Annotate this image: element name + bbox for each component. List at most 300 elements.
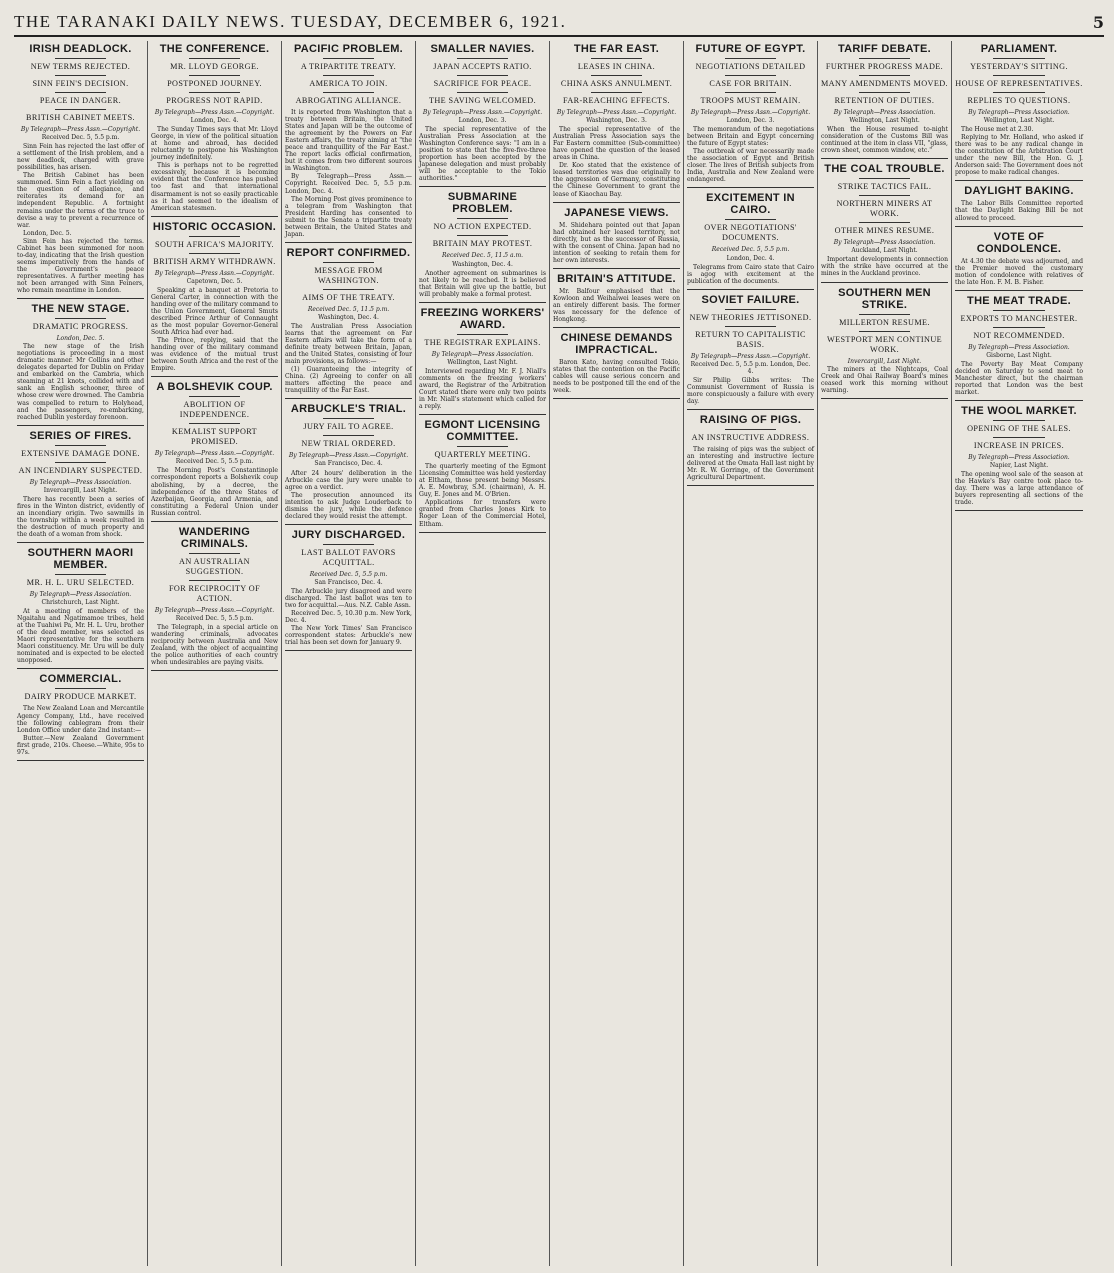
- article-paragraph: The raising of pigs was the subject of an interesting and instructive lecture delivered at the Omata Hall last night by Mr. R. W. Gorringe, of the Government Agricultural Department.: [687, 446, 814, 482]
- article-separator: [553, 398, 680, 399]
- article: [151, 43, 278, 217]
- article-paragraph: Telegrams from Cairo state that Cairo is agog with excitement at the publication of the documents.: [687, 263, 814, 285]
- divider: [859, 314, 910, 315]
- divider: [189, 580, 240, 581]
- article-headline: DAYLIGHT BAKING.: [964, 185, 1074, 198]
- received-line: Wellington, Last Night.: [447, 358, 518, 366]
- article-subheading: FOR RECIPROCITY OF ACTION.: [168, 583, 261, 603]
- article-separator: [151, 216, 278, 217]
- article-paragraph: At 4.30 the debate was adjourned, and the Premier moved the customary motion of condolence with relatives of the late Hon. F. M. B. Fisher.: [955, 257, 1083, 286]
- article-subheading: LAST BALLOT FAVORS ACQUITTAL.: [301, 547, 396, 567]
- article-subheading: HOUSE OF REPRESENTATIVES.: [955, 79, 1083, 88]
- article-separator: [553, 327, 680, 328]
- divider: [859, 222, 910, 223]
- dateline: By Telegraph—Press Assn.—Copyright.: [556, 109, 677, 116]
- article: [553, 332, 680, 399]
- article-separator: [821, 282, 948, 283]
- received-line: Gisborne, Last Night.: [986, 351, 1052, 359]
- article-subheading: NEW THEORIES JETTISONED.: [689, 312, 812, 322]
- article-headline: SMALLER NAVIES.: [430, 43, 535, 55]
- newspaper-column: [684, 41, 818, 1266]
- divider: [189, 553, 240, 554]
- article: [17, 673, 144, 760]
- divider: [457, 235, 508, 236]
- article-subheading: SINN FEIN'S DECISION.: [32, 79, 129, 88]
- article-paragraph: This is perhaps not to be regretted excessively, because it is becoming evident that the Conference has pushed too fast and that international disarmament is not so easily practicable as it had seemed to the idealism of American statesmen.: [151, 162, 278, 212]
- article-headline: PARLIAMENT.: [980, 43, 1058, 55]
- article-subheading: FAR-REACHING EFFECTS.: [563, 96, 670, 105]
- dateline: By Telegraph—Press Association.: [833, 239, 936, 247]
- article-paragraph: Butter.—New Zealand Government first grade, 210s. Cheese.—White, 95s to 97s.: [17, 734, 144, 756]
- divider: [457, 218, 508, 219]
- article-separator: [17, 298, 144, 299]
- divider: [457, 92, 508, 93]
- dateline: By Telegraph—Press Assn.—Copyright.: [690, 352, 811, 360]
- divider: [725, 92, 776, 93]
- article-paragraph: The Morning Post's Constantinople correspondent reports a Bolshevik coup abolishing, by a decree, the independence of the three States of Azerbaijan, Georgia, and Armenia, and constituting a Federal Union under Russian control.: [151, 467, 278, 517]
- divider: [323, 289, 374, 290]
- article-separator: [687, 187, 814, 188]
- divider: [189, 423, 240, 424]
- divider: [323, 262, 374, 263]
- divider: [457, 58, 508, 59]
- article-subheading: NOT RECOMMENDED.: [973, 330, 1065, 340]
- article-separator: [687, 289, 814, 290]
- article-subheading: TROOPS MUST REMAIN.: [700, 96, 801, 105]
- article-headline: JAPANESE VIEWS.: [564, 206, 669, 219]
- article: [151, 526, 278, 671]
- article-separator: [285, 242, 412, 243]
- divider: [591, 58, 642, 59]
- article-separator: [285, 398, 412, 399]
- article-subheading: JURY FAIL TO AGREE.: [303, 422, 394, 432]
- article-subheading: ABOLITION OF INDEPENDENCE.: [179, 400, 250, 420]
- article-headline: WANDERING CRIMINALS.: [178, 525, 251, 550]
- article-subheading: AN INCENDIARY SUSPECTED.: [18, 465, 143, 475]
- article-separator: [285, 650, 412, 651]
- divider: [725, 429, 776, 430]
- page-number: 5: [1092, 13, 1104, 32]
- divider: [859, 75, 910, 76]
- article-paragraph: The Sunday Times says that Mr. Lloyd George, in view of the political situation at home and abroad, has decided reluctantly to postpone his Washington journey indefinitely.: [151, 126, 278, 162]
- column-container: [14, 41, 1104, 1266]
- article-subheading: BRITISH CABINET MEETS.: [26, 113, 135, 122]
- article-separator: [553, 268, 680, 269]
- dateline: Invercargill, Last Night.: [847, 357, 922, 365]
- article-subheading: EXPORTS TO MANCHESTER.: [960, 313, 1078, 323]
- article-paragraph: Baron Kato, having consulted Tokio, states that the contention on the Pacific cables will cause serious concern and needs to be postponed till the end of the week.: [553, 359, 680, 395]
- article-separator: [955, 290, 1083, 291]
- article-paragraph: The Telegraph, in a special article on wandering criminals, advocates reciprocity between Australia and New Zealand, with the object of acquainting the police authorities of each country when undesirables are paying visits.: [151, 623, 278, 667]
- article-subheading: KEMALIST SUPPORT PROMISED.: [171, 427, 258, 447]
- article-headline: BRITAIN'S ATTITUDE.: [557, 272, 676, 285]
- masthead-title: THE TARANAKI DAILY NEWS. TUESDAY, DECEMBER 6, 1921.: [14, 12, 567, 31]
- article-headline: CHINESE DEMANDS IMPRACTICAL.: [560, 332, 673, 357]
- article-headline: JURY DISCHARGED.: [291, 528, 406, 541]
- article-subheading: MR. LLOYD GEORGE.: [170, 62, 259, 71]
- dateline: Received Dec. 5, 11.5 a.m.: [441, 252, 524, 260]
- article-subheading: ABROGATING ALLIANCE.: [295, 96, 402, 105]
- dateline: London, Dec. 5.: [56, 335, 105, 343]
- article-headline: HISTORIC OCCASION.: [152, 220, 277, 233]
- dateline: By Telegraph—Press Association.: [29, 591, 132, 599]
- article-subheading: AN AUSTRALIAN SUGGESTION.: [179, 556, 250, 576]
- received-line: Washington, Dec. 3.: [586, 117, 647, 125]
- article-separator: [17, 542, 144, 543]
- article-headline: A BOLSHEVIK COUP.: [156, 381, 273, 394]
- divider: [55, 688, 106, 689]
- article-separator: [955, 180, 1083, 181]
- divider: [55, 58, 106, 59]
- article-subheading: OPENING OF THE SALES.: [967, 424, 1071, 434]
- article: [687, 192, 814, 289]
- article: [821, 163, 948, 282]
- divider: [55, 75, 106, 76]
- article-subheading: THE SAVING WELCOMED.: [428, 96, 537, 105]
- dateline: By Telegraph—Press Association.: [968, 454, 1070, 462]
- article-paragraph: M. Shidehara pointed out that Japan had obtained her leased territory, not directly, but as the successor of Russia, with the consent of China. Japan had no intention of seeking to retain them for her own interests.: [553, 221, 680, 264]
- article: [553, 273, 680, 328]
- article-separator: [687, 485, 814, 486]
- dateline: By Telegraph—Press Assn.—Copyright.: [154, 269, 275, 277]
- dateline: By Telegraph—Press Association.: [29, 478, 132, 486]
- article-paragraph: Important developments in connection with the strike have occurred at the mines in the Auckland province.: [821, 256, 948, 278]
- article-paragraph: The Prince, replying, said that the handing over of the military command was evidence of the mutual trust between South Africa and the rest of the Empire.: [151, 337, 278, 373]
- article-paragraph: The memorandum of the negotiations between Britain and Egypt concerning the future of Egypt states:: [687, 126, 814, 148]
- divider: [457, 75, 508, 76]
- dateline: By Telegraph—Press Assn.—Copyright.: [288, 452, 409, 460]
- article: [687, 294, 814, 410]
- article-paragraph: The prosecution announced its intention to ask Judge Louderback to dismiss the jury, while the defence declared they would resist the attempt.: [285, 491, 412, 520]
- article: [821, 43, 948, 159]
- article-paragraph: Sinn Fein has rejected the terms. Cabinet has been summoned for noon to-day, indicating that the Irish question seems imperatively from the hands of the Government's peace representatives. A further meeting has not been arranged with Sinn Feiners, who remain meantime in London.: [17, 237, 144, 295]
- article-headline: ARBUCKLE'S TRIAL.: [290, 403, 407, 416]
- article: [955, 405, 1083, 511]
- newspaper-column: [550, 41, 684, 1266]
- received-line: London, Dec. 4.: [726, 254, 775, 262]
- received-line: Auckland, Last Night.: [851, 247, 918, 255]
- received-line: Received Dec. 5, 5.5 p.m.: [175, 614, 254, 622]
- divider: [189, 236, 240, 237]
- article-headline: SUBMARINE PROBLEM.: [447, 191, 518, 216]
- received-line: Capetown, Dec. 5.: [186, 277, 243, 285]
- article-paragraph: Received Dec. 5, 10.30 p.m. New York, Dec. 4.: [285, 610, 412, 625]
- article-subheading: LEASES IN CHINA.: [577, 62, 656, 71]
- article-separator: [17, 760, 144, 761]
- masthead: [14, 6, 1104, 37]
- article-headline: THE COAL TROUBLE.: [824, 163, 945, 176]
- newspaper-column: [148, 41, 282, 1266]
- article-paragraph: Sir Philip Gibbs writes: The Communist Government of Russia is more conspicuously a failure with every day.: [687, 376, 814, 405]
- article-headline: THE NEW STAGE.: [31, 303, 130, 316]
- divider: [55, 462, 106, 463]
- article-subheading: STRIKE TACTICS FAIL.: [837, 182, 932, 192]
- article-subheading: SACRIFICE FOR PEACE.: [433, 79, 532, 88]
- dateline: By Telegraph—Press Association.: [431, 350, 534, 358]
- article-subheading: SOUTH AFRICA'S MAJORITY.: [155, 239, 274, 249]
- divider: [859, 92, 910, 93]
- article-headline: SOUTHERN MEN STRIKE.: [838, 286, 931, 311]
- article-separator: [419, 532, 546, 533]
- article-headline: SOVIET FAILURE.: [701, 293, 800, 306]
- article-separator: [151, 521, 278, 522]
- divider: [591, 92, 642, 93]
- divider: [323, 418, 374, 419]
- received-line: Received Dec. 5, 5.5 p.m.: [175, 458, 254, 466]
- divider: [725, 219, 776, 220]
- article-paragraph: Replying to Mr. Holland, who asked if there was to be any radical change in the constitution of the Arbitration Court under the new Bill, the Hon. G. J. Anderson said: The Government does not propose to make radical changes.: [955, 134, 1083, 177]
- article-subheading: OVER NEGOTIATIONS' DOCUMENTS.: [704, 223, 797, 243]
- article-headline: COMMERCIAL.: [39, 673, 122, 686]
- article-headline: REPORT CONFIRMED.: [286, 246, 411, 259]
- article-subheading: EXTENSIVE DAMAGE DONE.: [21, 448, 140, 458]
- article-subheading: FURTHER PROGRESS MADE.: [825, 62, 944, 71]
- article: [955, 43, 1083, 181]
- article-separator: [955, 400, 1083, 401]
- received-line: Christchurch, Last Night.: [41, 599, 120, 607]
- article: [553, 207, 680, 269]
- article: [955, 185, 1083, 226]
- article-paragraph: After 24 hours' deliberation in the Arbuckle case the jury were unable to agree on a verdict.: [285, 469, 412, 491]
- article-headline: THE CONFERENCE.: [159, 43, 270, 55]
- divider: [457, 334, 508, 335]
- article-paragraph: At a meeting of members of the Ngaitahu and Ngatimamoe tribes, held at the Tuahiwi Pa, Mr. H. L. Uru, brother of the dead member, was selected as Maori representative for the southern Maori constituency. Mr. Uru will be duly nominated and is expected to be elected unopposed.: [17, 608, 144, 665]
- article-subheading: NORTHERN MINERS AT WORK.: [836, 199, 933, 219]
- divider: [55, 109, 106, 110]
- article-paragraph: The Labor Bills Committee reported that the Daylight Baking Bill be not allowed to proceed.: [955, 200, 1083, 222]
- divider: [993, 58, 1044, 59]
- article-headline: TARIFF DEBATE.: [837, 43, 931, 55]
- article-separator: [419, 414, 546, 415]
- newspaper-column: [952, 41, 1086, 1266]
- article-paragraph: It is reported from Washington that a treaty between Britain, the United States and Japan will be the outcome of the agreement by the Powers on Far Eastern affairs, the treaty aiming at "the peace and tranquillity of the Far East." The report lacks official confirmation, but it comes from two different sources in Washington.: [285, 109, 412, 173]
- divider: [591, 75, 642, 76]
- article: [285, 43, 412, 243]
- dateline: By Telegraph—Press Assn.—Copyright.: [154, 450, 275, 458]
- article: [553, 43, 680, 203]
- article-subheading: MR. H. L. URU SELECTED.: [26, 578, 135, 588]
- article: [687, 414, 814, 486]
- dateline: By Telegraph—Press Assn.—Copyright.: [154, 606, 275, 614]
- article-paragraph: The New Zealand Loan and Mercantile Agency Company, Ltd., have received the following cablegram from their London Office under date 2nd instant:—: [17, 705, 144, 734]
- divider: [993, 327, 1044, 328]
- article-subheading: AMERICA TO JOIN.: [309, 79, 388, 88]
- article-headline: THE FAR EAST.: [573, 43, 660, 55]
- article-subheading: POSTPONED JOURNEY.: [167, 79, 262, 88]
- article-headline: THE MEAT TRADE.: [967, 294, 1071, 307]
- article-paragraph: By Telegraph—Press Assn.—Copyright. Received Dec. 5, 5.5 p.m. London, Dec. 4.: [285, 173, 412, 195]
- article-subheading: A TRIPARTITE TREATY.: [300, 62, 397, 71]
- article-paragraph: When the House resumed to-night consideration of the Customs Bill was continued at the item in class VII, "glass, crown sheet, common window, etc.": [821, 126, 948, 155]
- article-subheading: YESTERDAY'S SITTING.: [970, 62, 1068, 71]
- dateline: By Telegraph—Press Association.: [968, 343, 1070, 351]
- article-separator: [955, 510, 1083, 511]
- dateline: By Telegraph—Press Assn.—Copyright.: [422, 109, 543, 116]
- article-separator: [419, 302, 546, 303]
- article: [17, 303, 144, 426]
- divider: [993, 75, 1044, 76]
- article-subheading: RETENTION OF DUTIES.: [834, 96, 935, 105]
- article-paragraph: Applications for transfers were granted from Charles Jones Kirk to Roger Lean of the Commercial Hotel, Eltham.: [419, 499, 546, 528]
- divider: [189, 396, 240, 397]
- dateline: By Telegraph—Press Assn.—Copyright.: [154, 109, 275, 116]
- divider: [323, 435, 374, 436]
- article-subheading: REPLIES TO QUESTIONS.: [967, 96, 1071, 105]
- article-separator: [821, 158, 948, 159]
- article-paragraph: The Australian Press Association learns that the agreement on Far Eastern affairs will take the form of a definite treaty between Britain, Japan, and the United States, consisting of four main provisions, as follows:—: [285, 322, 412, 366]
- divider: [725, 309, 776, 310]
- received-line: London, Dec. 3.: [458, 117, 507, 125]
- article-paragraph: Mr. Balfour emphasised that the Kowloon and Weihaiwei leases were on an entirely different basis. The former was necessary for the defence of Hongkong.: [553, 287, 680, 324]
- dateline: Received Dec. 5, 5.5 p.m.: [309, 570, 388, 578]
- article-separator: [553, 202, 680, 203]
- article-headline: PACIFIC PROBLEM.: [293, 43, 404, 55]
- article-subheading: BRITAIN MAY PROTEST.: [432, 239, 533, 249]
- divider: [55, 574, 106, 575]
- article-separator: [151, 670, 278, 671]
- article-subheading: MILLERTON RESUME.: [839, 317, 930, 327]
- received-line: London, Dec. 3.: [726, 117, 775, 125]
- article-paragraph: The outbreak of war necessarily made the association of Egypt and British closer. The lives of British subjects from India, Australia and New Zealand were endangered.: [687, 148, 814, 184]
- article-paragraph: Another agreement on submarines is not likely to be reached. It is believed that Britain will give up the battle, but will probably make a formal protest.: [419, 269, 546, 298]
- article-subheading: NEGOTIATIONS DETAILED: [695, 62, 806, 71]
- dateline: Received Dec. 5, 11.5 p.m.: [307, 305, 390, 313]
- article-subheading: RETURN TO CAPITALISTIC BASIS.: [695, 329, 806, 349]
- article-subheading: AN INSTRUCTIVE ADDRESS.: [691, 433, 810, 443]
- article: [419, 191, 546, 302]
- article-paragraph: There has recently been a series of fires in the Winton district, evidently of an incendiary origin. Two sawmills in the township within a week resulted in the destruction of much property and the death of a woman from shock.: [17, 495, 144, 538]
- received-line: San Francisco, Dec. 4.: [314, 578, 383, 586]
- article-subheading: BRITISH ARMY WITHDRAWN.: [153, 256, 276, 266]
- article-headline: RAISING OF PIGS.: [699, 414, 802, 427]
- article: [419, 419, 546, 532]
- divider: [189, 58, 240, 59]
- received-line: Washington, Dec. 4.: [452, 260, 513, 268]
- divider: [725, 75, 776, 76]
- divider: [55, 318, 106, 319]
- dateline: By Telegraph—Press Association.: [833, 109, 936, 116]
- received-line: Wellington, Last Night.: [849, 117, 920, 125]
- article-separator: [17, 668, 144, 669]
- article: [955, 295, 1083, 401]
- divider: [55, 92, 106, 93]
- article-paragraph: (1) Guaranteeing the integrity of China. (2) Agreeing to confer on all matters affecting the peace and tranquillity of the Far East.: [285, 366, 412, 395]
- article-separator: [17, 425, 144, 426]
- article: [285, 529, 412, 651]
- article-paragraph: The Poverty Bay Meat Company decided on Saturday to send meat to Manchester direct, but the chairman reported that London was the best market.: [955, 360, 1083, 397]
- newspaper-column: [416, 41, 550, 1266]
- article-headline: IRISH DEADLOCK.: [29, 43, 132, 55]
- article-paragraph: The House met at 2.30.: [961, 126, 1034, 134]
- article-paragraph: The special representative of the Australian Press Association says the Far Eastern committee (Sub-committee) have opened the question of the leased areas in China.: [553, 126, 680, 162]
- article-subheading: INCREASE IN PRICES.: [973, 441, 1065, 451]
- article: [17, 43, 144, 299]
- article-separator: [419, 186, 546, 187]
- divider: [189, 253, 240, 254]
- received-line: London, Dec. 4.: [190, 117, 239, 125]
- article-paragraph: The special representative of the Australian Press Association at the Washington Conference says: "I am in a position to state that the five-five-three proportion has been accepted by the Japanese delegation and must probably will be acceptable to the Tokio authorities.": [419, 126, 546, 183]
- divider: [725, 326, 776, 327]
- divider: [189, 75, 240, 76]
- received-line: Invercargill, Last Night.: [43, 486, 118, 494]
- article-subheading: DAIRY PRODUCE MARKET.: [24, 692, 137, 702]
- divider: [859, 195, 910, 196]
- divider: [189, 92, 240, 93]
- received-line: Received Dec. 5, 5.5 p.m. London, Dec. 4.: [690, 360, 811, 375]
- divider: [55, 445, 106, 446]
- divider: [993, 310, 1044, 311]
- article-subheading: NO ACTION EXPECTED.: [433, 222, 532, 232]
- received-line: Washington, Dec. 4.: [318, 313, 379, 321]
- article: [419, 307, 546, 415]
- received-line: Wellington, Last Night.: [983, 117, 1055, 125]
- article-subheading: JAPAN ACCEPTS RATIO.: [433, 62, 532, 71]
- newspaper-column: [818, 41, 952, 1266]
- received-line: San Francisco, Dec. 4.: [314, 460, 383, 468]
- article-paragraph: The New York Times' San Francisco correspondent states: Arbuckle's new trial has been set down for January 9.: [285, 625, 412, 647]
- article-paragraph: The quarterly meeting of the Egmont Licensing Committee was held yesterday at Eltham, those present being Messrs. A. E. Mowbray, S.M. (chairman), A. H. Guy, E. Jones and M. O'Brien.: [419, 463, 547, 499]
- article: [955, 231, 1083, 291]
- article-separator: [955, 226, 1083, 227]
- article-separator: [821, 398, 948, 399]
- article-subheading: DRAMATIC PROGRESS.: [32, 322, 129, 332]
- article: [151, 221, 278, 378]
- article-paragraph: Sinn Fein has rejected the last offer of a settlement of the Irish problem, and a new deadlock, charged with grave possibilities, has arisen.: [17, 143, 144, 172]
- received-line: Napier, Last Night.: [989, 462, 1049, 470]
- article-paragraph: Interviewed regarding Mr. F. J. Niall's comments on the freezing workers' award, the Registrar of the Arbitration Court stated there were only two points in Mr. Niall's statement which called for a reply.: [419, 367, 546, 411]
- article-paragraph: London, Dec. 5.: [23, 229, 72, 237]
- article-paragraph: The miners at the Nightcaps, Coal Creek and Ohai Railway Board's mines ceased work this morning without warning.: [821, 365, 948, 394]
- article: [17, 430, 144, 543]
- article-subheading: CHINA ASKS ANNULMENT.: [560, 79, 673, 88]
- article-subheading: WESTPORT MEN CONTINUE WORK.: [826, 334, 943, 354]
- divider: [993, 92, 1044, 93]
- newspaper-column: [14, 41, 148, 1266]
- article-paragraph: The Morning Post gives prominence to a telegram from Washington that President Harding has consented to submit to the Senate a tripartite treaty between Britain, the United States and Japan.: [285, 195, 412, 238]
- article-separator: [151, 376, 278, 377]
- divider: [859, 331, 910, 332]
- article-subheading: OTHER MINES RESUME.: [834, 226, 935, 236]
- dateline: Received Dec. 5, 5.5 p.m.: [711, 246, 790, 254]
- article-headline: EXCITEMENT IN CAIRO.: [706, 192, 795, 217]
- divider: [993, 437, 1044, 438]
- article-headline: THE WOOL MARKET.: [961, 405, 1077, 418]
- divider: [457, 446, 508, 447]
- article-headline: FUTURE OF EGYPT.: [695, 43, 806, 55]
- article-headline: SOUTHERN MAORI MEMBER.: [27, 547, 134, 572]
- divider: [323, 544, 374, 545]
- article-subheading: PROGRESS NOT RAPID.: [166, 96, 263, 105]
- article-paragraph: The opening wool sale of the season at the Hawke's Bay centre took place to-day. There was a large attendance of buyers representing all sections of the trade.: [955, 471, 1083, 507]
- article-subheading: PEACE IN DANGER.: [39, 96, 122, 105]
- article-headline: EGMONT LICENSING COMMITTEE.: [424, 419, 541, 444]
- article: [17, 547, 144, 669]
- article: [285, 247, 412, 400]
- article-subheading: NEW TERMS REJECTED.: [30, 62, 131, 71]
- divider: [323, 75, 374, 76]
- divider: [323, 58, 374, 59]
- article-subheading: CASE FOR BRITAIN.: [709, 79, 792, 88]
- article: [419, 43, 546, 187]
- dateline: By Telegraph—Press Assn.—Copyright.: [690, 109, 811, 116]
- article-headline: VOTE OF CONDOLENCE.: [976, 230, 1062, 255]
- article-headline: SERIES OF FIRES.: [29, 429, 132, 442]
- article-paragraph: The new stage of the Irish negotiations is proceeding in a most dramatic manner. Mr Collins and other delegates departed for Dublin on Friday and embarked on the Cambria, which steaming at 21 knots, collided with and sank an English schooner, three of whose crew were drowned. The Cambria was compelled to return to Holyhead, and the passengers, re-embarking, reached Dublin yesterday forenoon.: [17, 343, 144, 421]
- article-separator: [687, 409, 814, 410]
- article-subheading: QUARTERLY MEETING.: [434, 450, 531, 460]
- article-subheading: AIMS OF THE TREATY.: [302, 292, 395, 302]
- dateline: By Telegraph—Press Assn.—Copyright.: [20, 126, 141, 133]
